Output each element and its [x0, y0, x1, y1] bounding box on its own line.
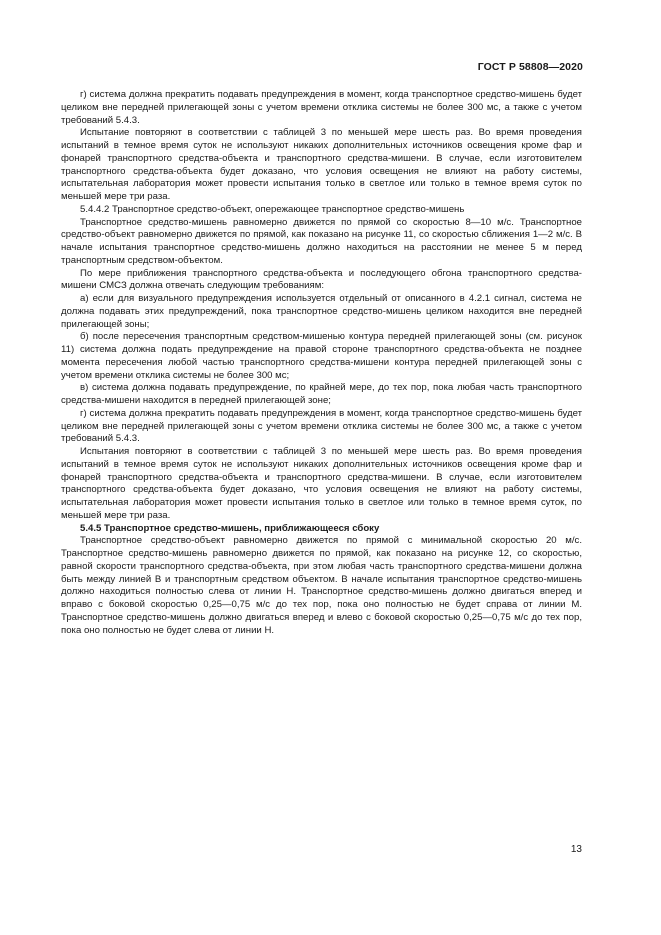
paragraph: Транспортное средство-мишень равномерно движется по прямой со скоростью 8—10 м/с. Транспортное средство-объект равномерно движется по прямой, как показано на рисунке 11, со скоростью сближения 1—2 м/с. В начале испытания транспортное средство-мишень должно находиться на расстоянии не менее 5 м перед транспортным средством-объектом. [61, 216, 582, 266]
paragraph: 5.4.4.2 Транспортное средство-объект, опережающее транспортное средство-мишень [80, 203, 465, 215]
paragraph: б) после пересечения транспортным средством-мишенью контура передней прилегающей зоны (см. рисунок 11) система должна подать предупреждение на правой стороне транспортного средства-объекта не позднее момента пересечения любой частью транспортного средства-мишени контура передней прилегающей зоны с учетом времени отклика системы не более 300 мс; [61, 331, 582, 381]
paragraph: По мере приближения транспортного средства-объекта и последующего обгона транспортного средства-мишени СМСЗ должна отвечать следующим требованиям: [61, 267, 582, 292]
document-body [61, 89, 582, 637]
paragraph: Испытания повторяют в соответствии с таблицей 3 по меньшей мере шесть раз. Во время проведения испытаний в темное время суток не используют никаких дополнительных источников освещения кроме фар и фонарей транспортного средства-объекта и транспортного средства-мишени. В случае, если изготовителем транспортного средства-объекта будет доказано, что условия освещения не влияют на работу системы, испытательная лаборатория может провести испытания только в светлое или только в темное время суток, по меньшей мере три раза. [61, 446, 582, 521]
page-number: 13 [570, 844, 582, 855]
paragraph: г) система должна прекратить подавать предупреждения в момент, когда транспортное средство-мишень будет целиком вне передней прилегающей зоны с учетом времени отклика системы не более 300 мс, а также с учетом требований 5.4.3. [61, 89, 582, 126]
section-heading: 5.4.5 Транспортное средство-мишень, приближающееся сбоку [80, 522, 380, 534]
paragraph: в) система должна подавать предупреждение, по крайней мере, до тех пор, пока любая часть транспортного средства-мишени находится в передней прилегающей зоне; [61, 382, 582, 406]
paragraph: Транспортное средство-объект равномерно движется по прямой с минимальной скоростью 20 м/с. Транспортное средство-мишень равномерно движется по прямой, как показано на рисунке 12, со скоростью, равной скорости транспортного средства-объекта, при этом любая часть транспортного средства-мишени должна быть между линией B и транспортным средством объектом. В начале испытания транспортное средство-мишень должно находиться полностью слева от линии H. Транспортное средство-мишень должно двигаться вперед и вправо с боковой скоростью 0,25—0,75 м/с до тех пор, пока оно полностью не будет справа от линии M. Транспортное средство-мишень должно двигаться вперед и влево с боковой скоростью 0,25—0,75 м/с до тех пор, пока оно полностью не будет слева от линии H. [61, 535, 582, 636]
paragraph: г) система должна прекратить подавать предупреждения в момент, когда транспортное средство-мишень будет целиком вне передней прилегающей зоны с учетом времени отклика системы не более 300 мс, а также с учетом требований 5.4.3. [61, 407, 582, 445]
paragraph: а) если для визуального предупреждения используется отдельный от описанного в 4.2.1 сигнал, система не должна подавать этих предупреждений, пока транспортное средство-мишень целиком находится вне передней прилегающей зоны; [61, 293, 582, 330]
paragraph: Испытание повторяют в соответствии с таблицей 3 по меньшей мере шесть раз. Во время проведения испытаний в темное время суток не используют никаких дополнительных источников освещения кроме фар и фонарей транспортного средства-объекта и транспортного средства-мишени. В случае, если изготовителем транспортного средства-объекта будет доказано, что условия освещения не влияют на работу системы, испытательная лаборатория может провести испытания только в светлое или только в темное время суток по меньшей мере три раза. [61, 127, 582, 202]
document-header: ГОСТ Р 58808—2020 [477, 61, 583, 73]
